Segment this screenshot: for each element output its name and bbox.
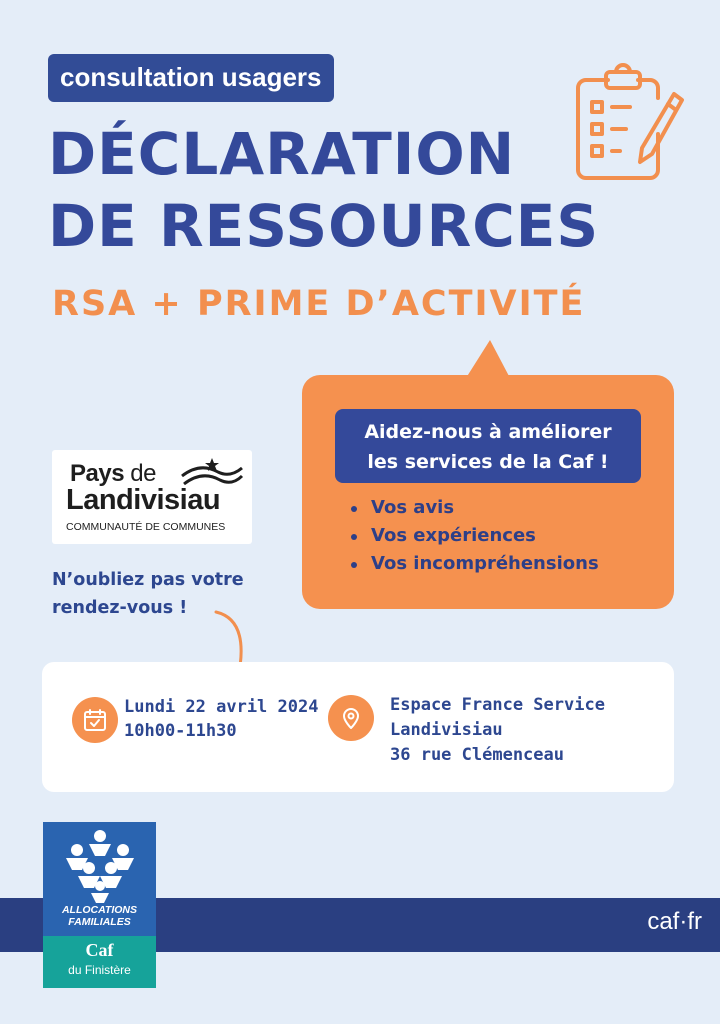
- bubble-heading: [335, 409, 641, 483]
- pays-logo-word-pays: Pays: [70, 460, 125, 487]
- location-line-2: Landivisiau: [390, 720, 503, 740]
- pays-logo-emblem-icon: [178, 456, 244, 492]
- calendar-check-icon: [83, 708, 107, 732]
- page-title: [48, 118, 599, 262]
- caf-logo: [43, 822, 156, 988]
- page-subtitle: RSA + PRIME D’ACTIVITÉ: [52, 284, 586, 324]
- appointment-datetime: [124, 695, 318, 743]
- caf-logo-region: du Finistère: [68, 963, 131, 977]
- caf-family-figures-icon: [63, 828, 137, 904]
- list-item: Vos avis: [350, 494, 599, 522]
- bubble-heading-line-2: les services de la Caf !: [367, 451, 609, 473]
- clipboard-checklist-icon: [568, 58, 688, 188]
- appointment-date: Lundi 22 avril 2024: [124, 697, 319, 717]
- title-line-2: DE RESSOURCES: [48, 192, 600, 260]
- bubble-list: [350, 494, 599, 578]
- caf-logo-brand: Caf: [85, 940, 114, 960]
- pays-logo-name: Landivisiau: [66, 484, 221, 516]
- bubble-heading-line-1: Aidez-nous à améliorer: [364, 421, 612, 443]
- location-line-3: 36 rue Clémenceau: [390, 745, 564, 765]
- location-icon-circle: [328, 695, 374, 741]
- list-item: Vos incompréhensions: [350, 550, 599, 578]
- appointment-time: 10h00-11h30: [124, 721, 237, 741]
- caf-logo-line-2: FAMILIALES: [68, 916, 131, 928]
- reminder-line-1: N’oubliez pas votre: [52, 570, 244, 590]
- location-line-1: Espace France Service: [390, 695, 605, 715]
- calendar-icon-circle: [72, 697, 118, 743]
- pays-logo-tagline: COMMUNAUTÉ DE COMMUNES: [66, 521, 226, 533]
- caf-logo-line-1: ALLOCATIONS: [61, 904, 138, 916]
- pays-de-landivisiau-logo: [52, 450, 252, 544]
- speech-bubble-tail: [462, 338, 512, 378]
- title-line-1: DÉCLARATION: [48, 120, 516, 188]
- caf-logo-allocations: [43, 904, 156, 928]
- consultation-badge: consultation usagers: [48, 54, 334, 102]
- list-item: Vos expériences: [350, 522, 599, 550]
- caf-website: caf·fr: [647, 908, 702, 935]
- appointment-location: [390, 693, 605, 768]
- reminder-line-2: rendez-vous !: [52, 598, 188, 618]
- location-pin-icon: [339, 706, 363, 730]
- pays-logo-word-de: de: [124, 460, 156, 487]
